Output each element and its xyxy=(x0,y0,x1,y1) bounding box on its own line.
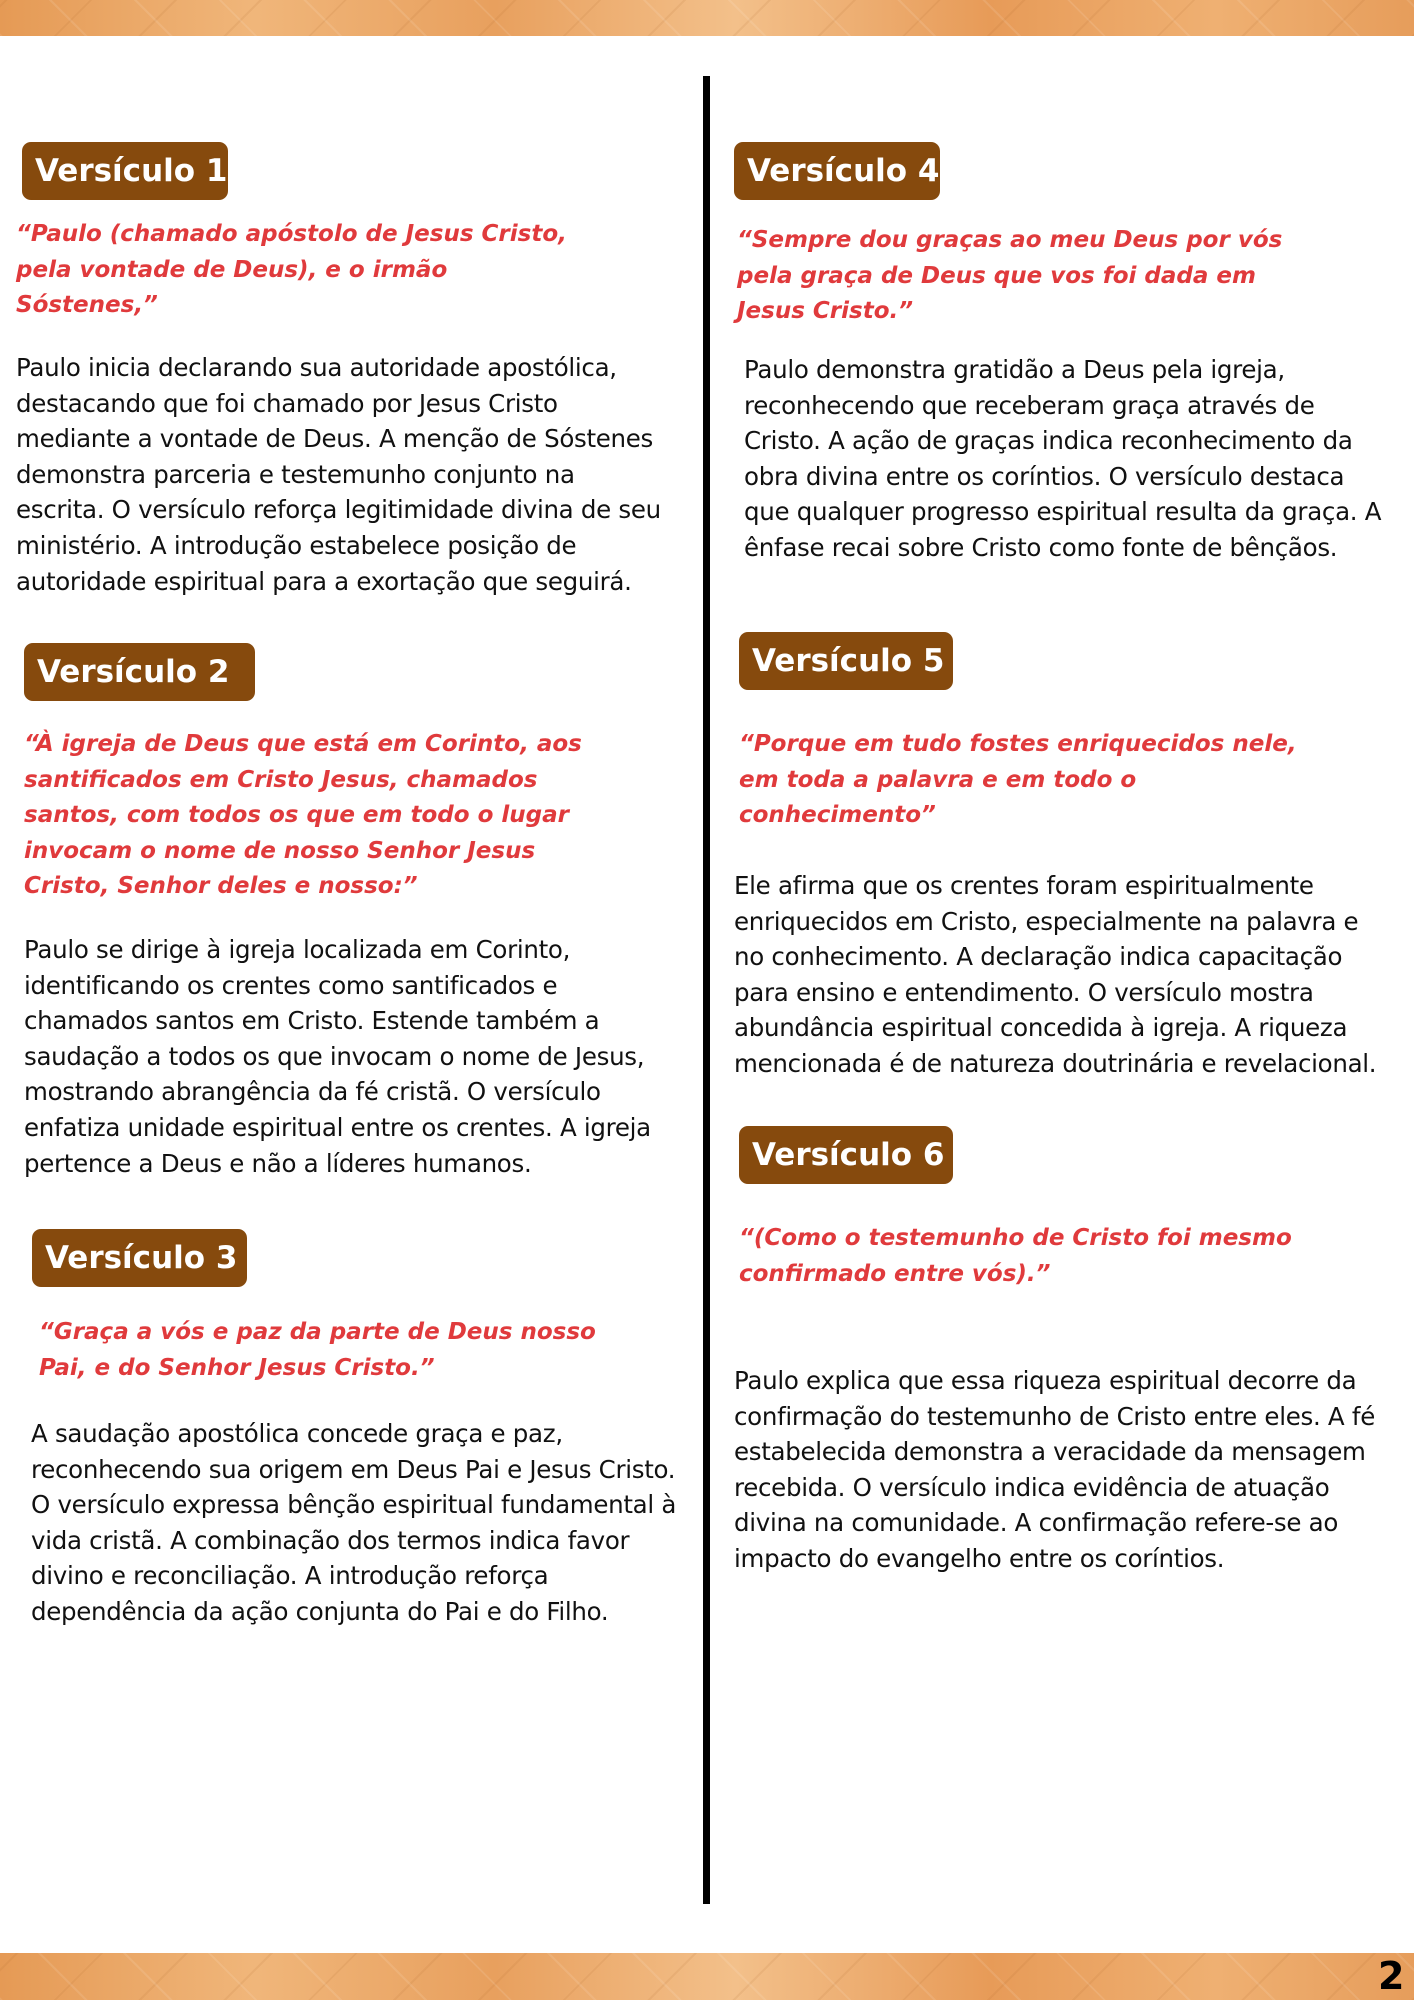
commentary-line: no conhecimento. A declaração indica capacitação xyxy=(734,942,1343,972)
commentary-line: vida cristã. A combinação dos termos indica favor xyxy=(31,1525,630,1555)
commentary-line: obra divina entre os coríntios. O versículo destaca xyxy=(744,461,1345,491)
commentary-line: divino e reconciliação. A introdução reforça xyxy=(31,1561,549,1591)
commentary-line: autoridade espiritual para a exortação que seguirá. xyxy=(16,566,632,596)
page-number: 2 xyxy=(1378,1954,1405,1998)
quote-line: Pai, e do Senhor Jesus Cristo.” xyxy=(39,1354,435,1381)
commentary-line: Paulo demonstra gratidão a Deus pela igreja, xyxy=(744,355,1285,384)
verse-2-commentary xyxy=(24,932,651,1181)
commentary-line: que qualquer progresso espiritual resulta da graça. A xyxy=(744,497,1382,527)
column-divider xyxy=(703,76,710,1904)
bottom-decorative-band xyxy=(0,1953,1414,2000)
verse-5-commentary xyxy=(734,868,1376,1082)
verse-1-quote xyxy=(16,217,567,324)
verse-6-quote xyxy=(739,1221,1292,1292)
commentary-line: impacto do evangelho entre os coríntios. xyxy=(734,1543,1225,1573)
verse-4-quote xyxy=(737,223,1282,330)
commentary-line: Paulo explica que essa riqueza espiritual decorre da xyxy=(734,1366,1357,1395)
verse-4-badge: Versículo 4 xyxy=(734,142,940,200)
commentary-line: demonstra parceria e testemunho conjunto na xyxy=(16,459,575,489)
verse-2-quote xyxy=(24,727,582,905)
commentary-line: Cristo. A ação de graças indica reconhecimento da xyxy=(744,426,1353,456)
commentary-line: enfatiza unidade espiritual entre os crentes. A igreja xyxy=(24,1112,651,1142)
commentary-line: dependência da ação conjunta do Pai e do Filho. xyxy=(31,1596,609,1626)
verse-4-commentary xyxy=(744,352,1381,566)
commentary-line: Paulo se dirige à igreja localizada em Corinto, xyxy=(24,935,571,964)
quote-line: Cristo, Senhor deles e nosso:” xyxy=(24,873,418,899)
commentary-line: estabelecida demonstra a veracidade da mensagem xyxy=(734,1437,1366,1467)
verse-3-badge: Versículo 3 xyxy=(32,1229,247,1287)
quote-line: pela graça de Deus que vos foi dada em xyxy=(737,262,1256,289)
commentary-line: identificando os crentes como santificados e xyxy=(24,970,558,1000)
verse-6-commentary xyxy=(734,1363,1375,1577)
quote-line: Sóstenes,” xyxy=(16,292,158,318)
commentary-line: ministério. A introdução estabelece posição de xyxy=(16,530,577,560)
top-decorative-band xyxy=(0,0,1414,36)
quote-line: “Paulo (chamado apóstolo de Jesus Cristo, xyxy=(16,221,567,247)
commentary-line: enriquecidos em Cristo, especialmente na palavra e xyxy=(734,906,1359,936)
quote-line: “(Como o testemunho de Cristo foi mesmo xyxy=(739,1225,1292,1251)
verse-1-commentary xyxy=(16,350,661,599)
commentary-line: reconhecendo sua origem em Deus Pai e Jesus Cristo. xyxy=(31,1454,676,1484)
commentary-line: mediante a vontade de Deus. A menção de Sóstenes xyxy=(16,424,654,454)
commentary-line: escrita. O versículo reforça legitimidade divina de seu xyxy=(16,495,661,525)
commentary-line: mencionada é de natureza doutrinária e revelacional. xyxy=(734,1048,1377,1078)
quote-line: santos, com todos os que em todo o lugar xyxy=(24,802,569,828)
commentary-line: O versículo expressa bênção espiritual fundamental à xyxy=(31,1490,677,1520)
quote-line: em toda a palavra e em todo o xyxy=(739,766,1137,793)
verse-6-badge: Versículo 6 xyxy=(739,1126,953,1184)
commentary-line: divina na comunidade. A confirmação refere-se ao xyxy=(734,1508,1339,1538)
verse-3-commentary xyxy=(31,1416,676,1630)
quote-line: Jesus Cristo.” xyxy=(737,298,914,324)
quote-line: santificados em Cristo Jesus, chamados xyxy=(24,766,538,793)
verse-5-quote xyxy=(739,727,1297,834)
commentary-line: A saudação apostólica concede graça e paz, xyxy=(31,1419,563,1448)
commentary-line: Paulo inicia declarando sua autoridade apostólica, xyxy=(16,353,617,382)
commentary-line: pertence a Deus e não a líderes humanos. xyxy=(24,1148,532,1178)
quote-line: pela vontade de Deus), e o irmão xyxy=(16,256,448,283)
commentary-line: Ele afirma que os crentes foram espiritualmente xyxy=(734,871,1314,900)
commentary-line: abundância espiritual concedida à igreja. A riqueza xyxy=(734,1013,1348,1043)
verse-1-badge: Versículo 1 xyxy=(22,142,228,200)
verse-3-quote xyxy=(39,1315,596,1386)
commentary-line: mostrando abrangência da fé cristã. O versículo xyxy=(24,1077,601,1107)
commentary-line: destacando que foi chamado por Jesus Cristo xyxy=(16,388,558,418)
verse-5-badge: Versículo 5 xyxy=(739,632,953,690)
quote-line: “Porque em tudo fostes enriquecidos nele, xyxy=(739,731,1297,757)
commentary-line: chamados santos em Cristo. Estende também a xyxy=(24,1006,600,1036)
verse-2-badge: Versículo 2 xyxy=(24,643,255,701)
commentary-line: ênfase recai sobre Cristo como fonte de bênçãos. xyxy=(744,532,1338,562)
quote-line: “Sempre dou graças ao meu Deus por vós xyxy=(737,227,1283,253)
commentary-line: para ensino e entendimento. O versículo mostra xyxy=(734,977,1314,1007)
quote-line: “Graça a vós e paz da parte de Deus nosso xyxy=(39,1319,596,1345)
commentary-line: confirmação do testemunho de Cristo entre eles. A fé xyxy=(734,1401,1375,1431)
quote-line: “À igreja de Deus que está em Corinto, aos xyxy=(24,731,582,757)
commentary-line: recebida. O versículo indica evidência de atuação xyxy=(734,1472,1330,1502)
quote-line: invocam o nome de nosso Senhor Jesus xyxy=(24,837,536,864)
quote-line: confirmado entre vós).” xyxy=(739,1260,1051,1287)
commentary-line: saudação a todos os que invocam o nome de Jesus, xyxy=(24,1041,645,1071)
quote-line: conhecimento” xyxy=(739,802,936,828)
commentary-line: reconhecendo que receberam graça através de xyxy=(744,390,1315,420)
